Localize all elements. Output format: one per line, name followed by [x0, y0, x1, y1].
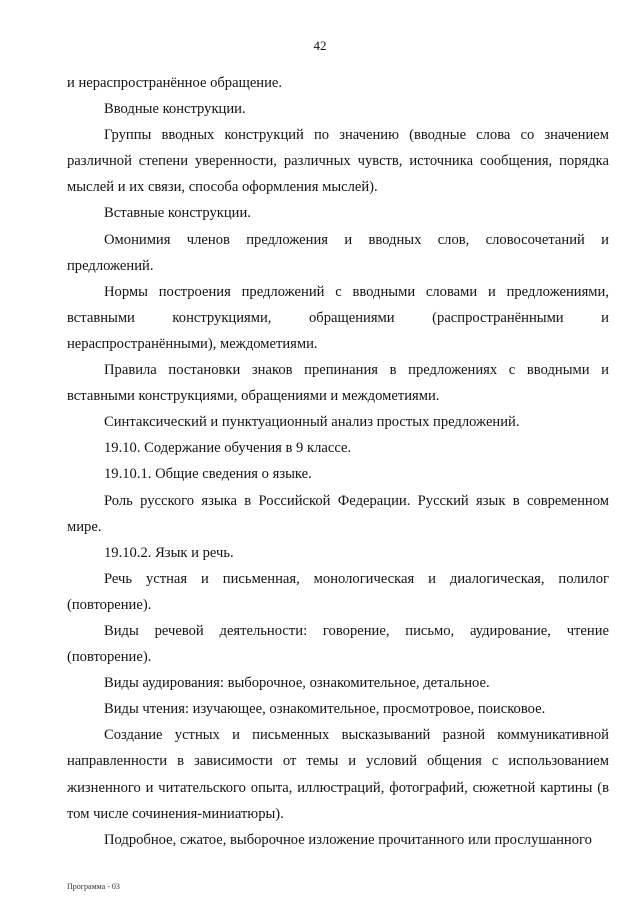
section-heading: 19.10. Содержание обучения в 9 классе. [104, 440, 352, 457]
paragraph: Вводные конструкции. [104, 101, 246, 118]
paragraph: Вставные конструкции. [104, 205, 251, 222]
paragraph: Правила постановки знаков препинания в предложениях с вводными и вставными конструкциями, обращениями и междометиями. [67, 362, 609, 405]
paragraph: Синтаксический и пунктуационный анализ простых предложений. [104, 414, 520, 431]
section-heading: 19.10.1. Общие сведения о языке. [104, 466, 312, 483]
paragraph: Омонимия членов предложения и вводных слов, словосочетаний и предложений. [67, 231, 609, 274]
paragraph: Подробное, сжатое, выборочное изложение прочитанного или прослушанного [104, 831, 592, 848]
paragraph: Речь устная и письменная, монологическая и диалогическая, полилог (повторение). [67, 570, 609, 613]
paragraph: Создание устных и письменных высказываний разной коммуникативной направленности в зависимости от темы и условий общения с использованием жизненного и читательского опыта, иллюстраций, фотографий, сюжетной картины (в том числе сочинения-миниатюры). [67, 727, 609, 822]
paragraph: Роль русского языка в Российской Федерации. Русский язык в современном мире. [67, 492, 609, 535]
page-footer: Программа - 03 [67, 882, 120, 891]
paragraph: Виды аудирования: выборочное, ознакомительное, детальное. [104, 675, 490, 692]
paragraph: Группы вводных конструкций по значению (вводные слова со значением различной степени уверенности, различных чувств, источника сообщения, порядка мыслей и их связи, способа оформления мыслей). [67, 127, 609, 196]
paragraph: Нормы построения предложений с вводными словами и предложениями, вставными конструкциями, обращениями (распространёнными и нераспространёнными), междометиями. [67, 283, 609, 352]
page-number: 42 [313, 38, 327, 53]
section-heading: 19.10.2. Язык и речь. [104, 544, 234, 561]
paragraph: Виды чтения: изучающее, ознакомительное, просмотровое, поисковое. [104, 701, 546, 718]
paragraph: и нераспространённое обращение. [67, 75, 283, 91]
paragraph: Виды речевой деятельности: говорение, письмо, аудирование, чтение (повторение). [67, 622, 609, 666]
body-text [67, 70, 609, 853]
